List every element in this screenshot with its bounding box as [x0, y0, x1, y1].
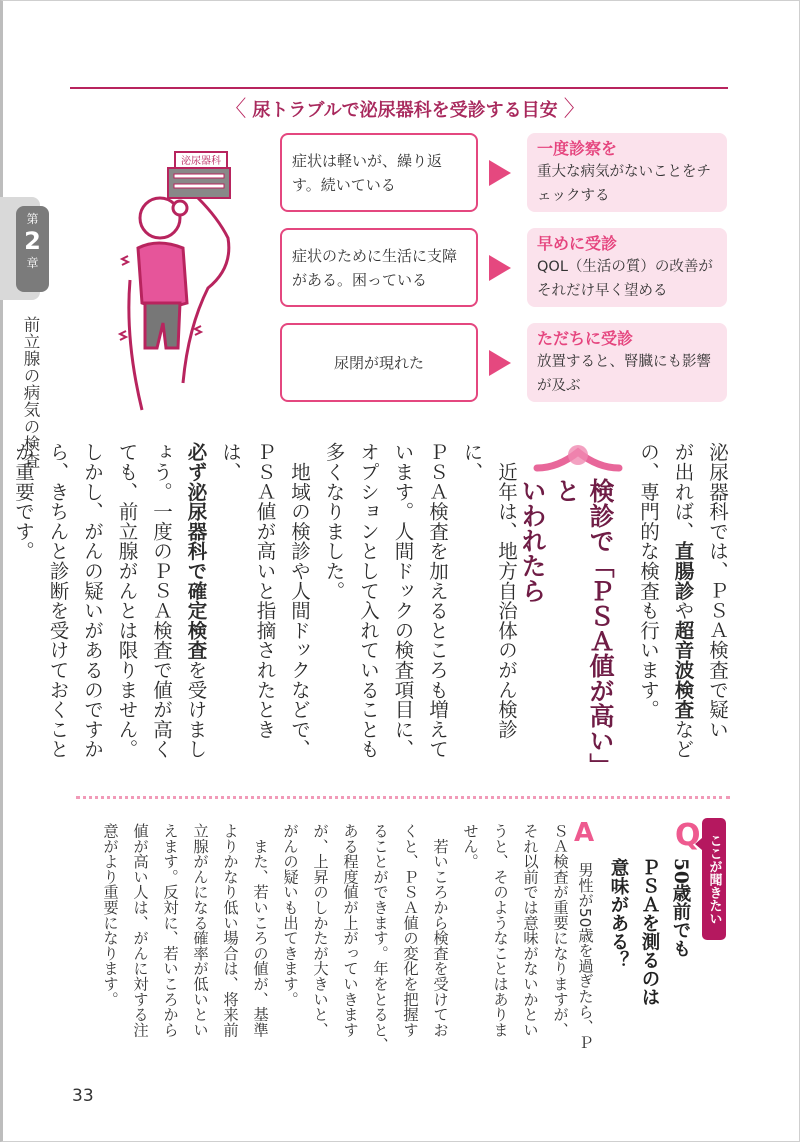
advice-heading: ただちに受診 — [537, 329, 634, 348]
text-line: ても、前立腺がんとは限りません。 — [115, 442, 139, 759]
text-line: 泌尿器科では、ＰＳＡ検査で疑い — [706, 442, 729, 739]
sign-label: 泌尿器科 — [181, 156, 221, 167]
text-line: せん。 — [461, 823, 479, 869]
text-line: 必ず泌尿器科で確定検査を受けまし — [184, 442, 208, 759]
section-body — [6, 442, 524, 777]
advice-heading: 早めに受診 — [537, 234, 618, 253]
illustration-person-with-sign — [100, 140, 250, 420]
guide-title-text: 尿トラブルで泌尿器科を受診する目安 — [252, 100, 558, 121]
text-line: ＰＳＡ検査を加えるところも増えて — [426, 442, 449, 759]
arrow-right-icon — [489, 160, 511, 186]
text-line: 立腺がんになる確率が低いとい — [191, 823, 209, 1038]
text-line: の、専門的な検査も行います。 — [637, 442, 660, 720]
body — [138, 243, 187, 307]
question-line: ＰＳＡを測るのは — [639, 858, 660, 1006]
text-line: オプションとして入れていることも — [357, 442, 380, 759]
qa-tag: ここが聞きたい — [702, 818, 726, 940]
text-line: よりかなり低い場合は、将来前 — [221, 823, 239, 1038]
text-line: 値が高い人は、がんに対する注 — [131, 823, 149, 1038]
condition-box-2: 症状のために生活に支障がある。困っている — [280, 228, 478, 307]
advice-box-2 — [527, 228, 727, 307]
text-line: また、若いころの値が、基準 — [251, 823, 269, 1038]
chapter-tab — [16, 206, 49, 292]
text-line: ＰＳＡ値が高いと指摘されたときは、 — [219, 442, 277, 739]
a-mark: A — [574, 818, 595, 848]
heading-line: 検診で「ＰＳＡ値が高い」と — [552, 478, 615, 778]
page-number: 33 — [72, 1086, 94, 1106]
text-line: えます。反対に、若いころから — [161, 823, 179, 1038]
question-line: 50歳前でも — [670, 858, 691, 958]
text-line: くと、ＰＳＡ値の変化を把握す — [401, 823, 419, 1038]
text-line: が出れば、直腸診や超音波検査など — [671, 442, 695, 759]
text-line: ることができます。年をとると、 — [371, 823, 389, 1053]
chapter-suffix: 章 — [26, 256, 39, 270]
text-line: それ以前では意味がないかとい — [521, 823, 539, 1038]
text-line: が、上昇のしかたが大きいと、 — [311, 823, 329, 1038]
text-line: います。人間ドックの検査項目に、 — [391, 442, 415, 759]
advice-body: 重大な病気がないことをチェックする — [537, 164, 711, 204]
chevron-left-icon: 〈 — [224, 97, 247, 122]
advice-body: QOL（生活の質）の改善がそれだけ早く望める — [537, 259, 713, 299]
chapter-title: 前立腺の病気の検査 — [21, 316, 40, 469]
text-line: 意がより重要になります。 — [101, 823, 119, 1007]
guide-title — [205, 92, 605, 123]
condition-box-1: 症状は軽いが、繰り返す。続いている — [280, 133, 478, 212]
advice-box-1 — [527, 133, 727, 212]
dotted-divider — [76, 796, 730, 799]
text-line: 多くなりました。 — [322, 442, 346, 601]
answer-body — [95, 823, 575, 1053]
heading-line: いわれたら — [518, 478, 547, 603]
arrow-right-icon — [489, 350, 511, 376]
text-line: ょう。一度のＰＳＡ検査で値が高く — [150, 442, 173, 759]
intro-paragraph — [631, 442, 735, 777]
question — [603, 858, 696, 1038]
text-line: 若いころから検査を受けてお — [431, 823, 449, 1038]
condition-box-3: 尿閉が現れた — [280, 323, 478, 402]
advice-box-3 — [527, 323, 727, 402]
chapter-prefix: 第 — [26, 212, 39, 226]
text-line: しかし、がんの疑いがあるのですか — [81, 442, 104, 759]
section-heading — [515, 478, 617, 778]
text-line: が重要です。 — [12, 442, 35, 561]
top-rule — [70, 87, 728, 89]
sign-board — [168, 168, 230, 198]
text-line: 地域の検診や人間ドックなどで、 — [288, 442, 311, 759]
text-line: ある程度値が上がっていきます — [341, 823, 359, 1038]
question-line: 意味がある？ — [608, 858, 629, 969]
text-line: うと、そのようなことはありま — [491, 823, 509, 1038]
q-mark: Q — [675, 818, 701, 853]
advice-heading: 一度診察を — [537, 139, 618, 158]
arrow-right-icon — [489, 255, 511, 281]
heading-ornament — [533, 442, 623, 474]
answer-first-line: 男性が50歳を過ぎたら、Ｐ — [576, 862, 594, 1050]
chapter-number: 2 — [24, 227, 41, 255]
text-line: ＳＡ検査が重要になりますが、 — [551, 823, 569, 1038]
text-line: 近年は、地方自治体のがん検診に、 — [460, 442, 518, 739]
text-line: ら、きちんと診断を受けておくこと — [46, 442, 70, 759]
advice-body: 放置すると、腎臓にも影響が及ぶ — [537, 354, 711, 394]
chevron-right-icon: 〉 — [563, 97, 586, 122]
text-line: がんの疑いも出てきます。 — [281, 823, 299, 1007]
